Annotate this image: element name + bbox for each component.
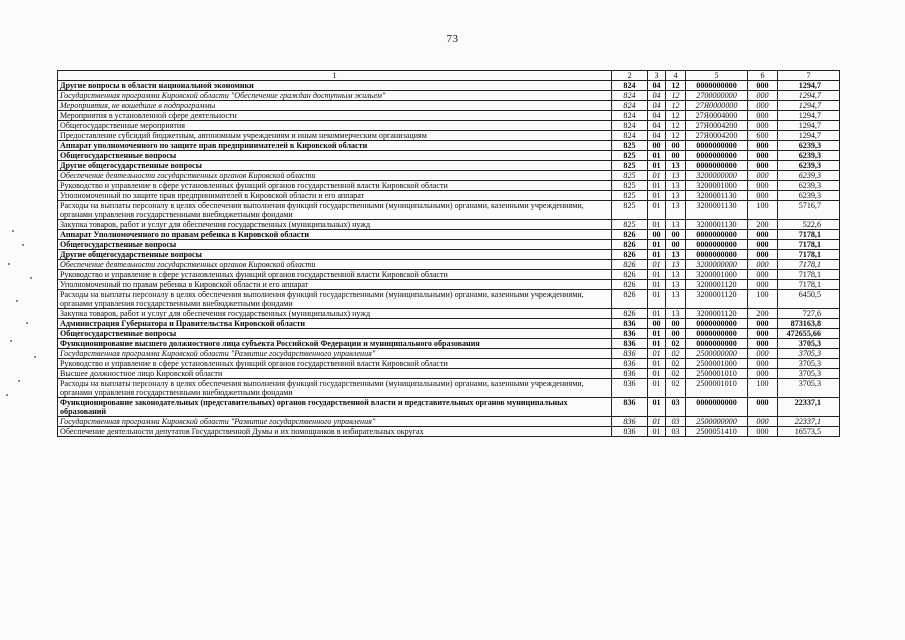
header-cell: 2 [612,71,648,81]
row-name-cell: Руководство и управление в сфере установленных функций органов государственной власти Кировской области [58,181,612,191]
row-name-cell: Уполномоченный по защите прав предпринимателей в Кировской области и его аппарат [58,191,612,201]
code-section-cell: 04 [648,131,666,141]
code-section-cell: 01 [648,181,666,191]
code-expense-type-cell: 000 [748,359,778,369]
table-row [58,151,840,161]
code-expense-type-cell: 000 [748,230,778,240]
code-chapter-cell: 826 [612,270,648,280]
amount-cell: 3705,3 [778,369,840,379]
code-chapter-cell: 824 [612,101,648,111]
amount-cell: 5716,7 [778,201,840,220]
code-chapter-cell: 836 [612,329,648,339]
row-name-cell: Обеспечение деятельности государственных органов Кировской области [58,171,612,181]
code-subsection-cell: 13 [666,290,686,309]
amount-cell: 7178,1 [778,270,840,280]
amount-cell: 3705,3 [778,359,840,369]
code-section-cell: 01 [648,220,666,230]
amount-cell: 3705,3 [778,339,840,349]
code-expense-type-cell: 000 [748,191,778,201]
code-expense-type-cell: 000 [748,270,778,280]
table-row [58,250,840,260]
code-subsection-cell: 13 [666,191,686,201]
row-name-cell: Уполномоченный по правам ребенка в Кировской области и его аппарат [58,280,612,290]
row-name-cell: Закупка товаров, работ и услуг для обеспечения государственных (муниципальных) нужд [58,220,612,230]
amount-cell: 22337,1 [778,398,840,417]
code-subsection-cell: 13 [666,161,686,171]
code-subsection-cell: 13 [666,171,686,181]
code-expense-type-cell: 000 [748,417,778,427]
code-chapter-cell: 836 [612,417,648,427]
table-row [58,319,840,329]
row-name-cell: Обеспечение деятельности государственных органов Кировской области [58,260,612,270]
code-section-cell: 01 [648,191,666,201]
code-target-article-cell: 3200000000 [686,171,748,181]
table-row [58,121,840,131]
amount-cell: 6450,5 [778,290,840,309]
code-section-cell: 01 [648,427,666,437]
code-chapter-cell: 824 [612,81,648,91]
scan-artifacts [0,230,55,400]
code-expense-type-cell: 200 [748,220,778,230]
table-row [58,309,840,319]
code-subsection-cell: 00 [666,151,686,161]
row-name-cell: Общегосударственные мероприятия [58,121,612,131]
code-section-cell: 00 [648,230,666,240]
code-chapter-cell: 825 [612,201,648,220]
code-target-article-cell: 27Я0004200 [686,121,748,131]
code-section-cell: 01 [648,359,666,369]
amount-cell: 1294,7 [778,131,840,141]
code-subsection-cell: 12 [666,121,686,131]
code-section-cell: 01 [648,369,666,379]
code-subsection-cell: 13 [666,270,686,280]
code-subsection-cell: 02 [666,339,686,349]
table-row [58,220,840,230]
amount-cell: 3705,3 [778,379,840,398]
code-section-cell: 04 [648,81,666,91]
code-expense-type-cell: 000 [748,349,778,359]
row-name-cell: Функционирование законодательных (представительных) органов государственной власти и представительных органов муниципальных образований [58,398,612,417]
table-row [58,191,840,201]
row-name-cell: Аппарат уполномоченного по защите прав предпринимателей в Кировской области [58,141,612,151]
code-subsection-cell: 00 [666,240,686,250]
code-target-article-cell: 3200001120 [686,280,748,290]
code-chapter-cell: 825 [612,151,648,161]
amount-cell: 1294,7 [778,111,840,121]
header-cell: 6 [748,71,778,81]
amount-cell: 6239,3 [778,161,840,171]
page-number: 73 [446,33,459,45]
row-name-cell: Мероприятия в установленной сфере деятельности [58,111,612,121]
code-expense-type-cell: 100 [748,201,778,220]
row-name-cell: Предоставление субсидий бюджетным, автономным учреждениям и иным некоммерческим организациям [58,131,612,141]
code-chapter-cell: 836 [612,319,648,329]
code-subsection-cell: 03 [666,417,686,427]
table-row [58,379,840,398]
amount-cell: 7178,1 [778,280,840,290]
code-chapter-cell: 826 [612,280,648,290]
amount-cell: 6239,3 [778,181,840,191]
code-subsection-cell: 13 [666,260,686,270]
code-target-article-cell: 0000000000 [686,319,748,329]
code-section-cell: 00 [648,141,666,151]
code-target-article-cell: 0000000000 [686,151,748,161]
code-expense-type-cell: 000 [748,161,778,171]
code-chapter-cell: 836 [612,369,648,379]
code-chapter-cell: 826 [612,250,648,260]
row-name-cell: Мероприятия, не вошедшие в подпрограммы [58,101,612,111]
code-expense-type-cell: 000 [748,171,778,181]
code-target-article-cell: 3200001130 [686,191,748,201]
code-target-article-cell: 2500001010 [686,369,748,379]
code-target-article-cell: 3200001000 [686,181,748,191]
code-chapter-cell: 824 [612,131,648,141]
code-target-article-cell: 27Я0004000 [686,111,748,121]
code-target-article-cell: 2500051410 [686,427,748,437]
code-subsection-cell: 13 [666,220,686,230]
row-name-cell: Общегосударственные вопросы [58,151,612,161]
code-subsection-cell: 13 [666,280,686,290]
code-expense-type-cell: 000 [748,329,778,339]
table-row [58,240,840,250]
code-target-article-cell: 2500001000 [686,359,748,369]
code-expense-type-cell: 200 [748,309,778,319]
code-chapter-cell: 825 [612,191,648,201]
code-subsection-cell: 03 [666,427,686,437]
code-section-cell: 01 [648,290,666,309]
table-row [58,171,840,181]
table-row [58,201,840,220]
code-expense-type-cell: 000 [748,121,778,131]
code-subsection-cell: 03 [666,398,686,417]
header-cell: 7 [778,71,840,81]
amount-cell: 1294,7 [778,81,840,91]
header-cell: 1 [58,71,612,81]
code-expense-type-cell: 600 [748,131,778,141]
code-section-cell: 01 [648,329,666,339]
row-name-cell: Общегосударственные вопросы [58,329,612,339]
row-name-cell: Высшее должностное лицо Кировской области [58,369,612,379]
code-section-cell: 04 [648,121,666,131]
code-expense-type-cell: 000 [748,181,778,191]
code-expense-type-cell: 000 [748,141,778,151]
code-expense-type-cell: 000 [748,151,778,161]
code-subsection-cell: 02 [666,369,686,379]
code-subsection-cell: 12 [666,111,686,121]
row-name-cell: Руководство и управление в сфере установленных функций органов государственной власти Кировской области [58,359,612,369]
code-target-article-cell: 3200001120 [686,290,748,309]
code-section-cell: 00 [648,319,666,329]
row-name-cell: Общегосударственные вопросы [58,240,612,250]
header-cell: 4 [666,71,686,81]
code-target-article-cell: 0000000000 [686,339,748,349]
table-row [58,111,840,121]
code-target-article-cell: 0000000000 [686,81,748,91]
code-chapter-cell: 826 [612,309,648,319]
code-subsection-cell: 00 [666,319,686,329]
amount-cell: 522,6 [778,220,840,230]
code-chapter-cell: 825 [612,161,648,171]
row-name-cell: Функционирование высшего должностного лица субъекта Российской Федерации и муниципального образования [58,339,612,349]
header-cell: 3 [648,71,666,81]
code-target-article-cell: 2500000000 [686,417,748,427]
table-row [58,349,840,359]
table-row [58,161,840,171]
row-name-cell: Другие вопросы в области национальной экономики [58,81,612,91]
code-subsection-cell: 00 [666,329,686,339]
code-target-article-cell: 3200001130 [686,220,748,230]
code-subsection-cell: 00 [666,230,686,240]
code-expense-type-cell: 000 [748,280,778,290]
row-name-cell: Закупка товаров, работ и услуг для обеспечения государственных (муниципальных) нужд [58,309,612,319]
code-subsection-cell: 12 [666,91,686,101]
code-chapter-cell: 836 [612,349,648,359]
amount-cell: 16573,5 [778,427,840,437]
code-subsection-cell: 02 [666,359,686,369]
code-expense-type-cell: 000 [748,240,778,250]
code-section-cell: 01 [648,201,666,220]
code-section-cell: 04 [648,101,666,111]
code-target-article-cell: 0000000000 [686,240,748,250]
table-row [58,417,840,427]
amount-cell: 727,6 [778,309,840,319]
code-chapter-cell: 826 [612,290,648,309]
code-chapter-cell: 825 [612,220,648,230]
code-target-article-cell: 3200001000 [686,270,748,280]
code-subsection-cell: 02 [666,349,686,359]
amount-cell: 7178,1 [778,250,840,260]
code-section-cell: 04 [648,111,666,121]
amount-cell: 6239,3 [778,141,840,151]
code-expense-type-cell: 000 [748,398,778,417]
amount-cell: 1294,7 [778,91,840,101]
code-section-cell: 01 [648,171,666,181]
code-target-article-cell: 0000000000 [686,141,748,151]
code-expense-type-cell: 100 [748,379,778,398]
code-chapter-cell: 836 [612,359,648,369]
code-subsection-cell: 00 [666,141,686,151]
amount-cell: 1294,7 [778,121,840,131]
code-subsection-cell: 12 [666,101,686,111]
code-expense-type-cell: 000 [748,260,778,270]
code-chapter-cell: 824 [612,121,648,131]
table-row [58,369,840,379]
row-name-cell: Другие общегосударственные вопросы [58,161,612,171]
table-row [58,230,840,240]
code-target-article-cell: 0000000000 [686,329,748,339]
amount-cell: 7178,1 [778,240,840,250]
code-subsection-cell: 13 [666,201,686,220]
code-chapter-cell: 836 [612,427,648,437]
row-name-cell: Администрация Губернатора и Правительства Кировской области [58,319,612,329]
code-chapter-cell: 824 [612,111,648,121]
code-subsection-cell: 13 [666,181,686,191]
code-target-article-cell: 3200001130 [686,201,748,220]
table-row [58,260,840,270]
row-name-cell: Руководство и управление в сфере установленных функций органов государственной власти Кировской области [58,270,612,280]
code-subsection-cell: 12 [666,131,686,141]
amount-cell: 873163,8 [778,319,840,329]
amount-cell: 1294,7 [778,101,840,111]
table-row [58,91,840,101]
code-section-cell: 01 [648,379,666,398]
code-expense-type-cell: 000 [748,250,778,260]
row-name-cell: Аппарат Уполномоченного по правам ребенка в Кировской области [58,230,612,240]
code-expense-type-cell: 000 [748,319,778,329]
table-row [58,290,840,309]
code-expense-type-cell: 000 [748,91,778,101]
code-expense-type-cell: 000 [748,101,778,111]
code-section-cell: 01 [648,349,666,359]
row-name-cell: Расходы на выплаты персоналу в целях обеспечения выполнения функций государственными (муниципальными) органами, казенными учреждениями, органами управления государственными внебюджетными фондами [58,201,612,220]
code-section-cell: 01 [648,270,666,280]
amount-cell: 7178,1 [778,230,840,240]
row-name-cell: Государственная программа Кировской области "Развитие государственного управления" [58,417,612,427]
row-name-cell: Государственная программа Кировской области "Развитие государственного управления" [58,349,612,359]
code-target-article-cell: 0000000000 [686,161,748,171]
table-row [58,141,840,151]
header-cell: 5 [686,71,748,81]
code-chapter-cell: 825 [612,171,648,181]
code-chapter-cell: 825 [612,181,648,191]
amount-cell: 6239,3 [778,151,840,161]
row-name-cell: Государственная программа Кировской области "Обеспечение граждан доступным жильем" [58,91,612,101]
code-target-article-cell: 2500000000 [686,349,748,359]
code-target-article-cell: 0000000000 [686,250,748,260]
table-header-row [58,71,840,81]
amount-cell: 22337,1 [778,417,840,427]
code-section-cell: 01 [648,240,666,250]
code-subsection-cell: 13 [666,250,686,260]
table-row [58,329,840,339]
code-subsection-cell: 02 [666,379,686,398]
code-section-cell: 04 [648,91,666,101]
code-section-cell: 01 [648,250,666,260]
code-expense-type-cell: 000 [748,339,778,349]
amount-cell: 6239,3 [778,191,840,201]
row-name-cell: Обеспечение деятельности депутатов Государственной Думы и их помощников в избирательных округах [58,427,612,437]
table-row [58,101,840,111]
code-subsection-cell: 12 [666,81,686,91]
code-target-article-cell: 3200001120 [686,309,748,319]
amount-cell: 472655,66 [778,329,840,339]
code-chapter-cell: 824 [612,91,648,101]
code-chapter-cell: 826 [612,260,648,270]
table-row [58,280,840,290]
code-target-article-cell: 2700000000 [686,91,748,101]
code-section-cell: 01 [648,417,666,427]
code-section-cell: 01 [648,260,666,270]
code-chapter-cell: 825 [612,141,648,151]
code-target-article-cell: 27Я0004200 [686,131,748,141]
table-row [58,359,840,369]
budget-table [57,70,840,437]
code-target-article-cell: 0000000000 [686,398,748,417]
row-name-cell: Расходы на выплаты персоналу в целях обеспечения выполнения функций государственными (муниципальными) органами, казенными учреждениями, органами управления государственными внебюджетными фондами [58,290,612,309]
code-section-cell: 01 [648,309,666,319]
table-row [58,427,840,437]
amount-cell: 3705,3 [778,349,840,359]
code-section-cell: 01 [648,339,666,349]
code-target-article-cell: 27Я0000000 [686,101,748,111]
code-section-cell: 01 [648,398,666,417]
code-subsection-cell: 13 [666,309,686,319]
code-target-article-cell: 0000000000 [686,230,748,240]
table-row [58,131,840,141]
code-expense-type-cell: 000 [748,427,778,437]
code-target-article-cell: 2500001010 [686,379,748,398]
code-target-article-cell: 3200000000 [686,260,748,270]
code-chapter-cell: 836 [612,339,648,349]
table-row [58,339,840,349]
table-row [58,81,840,91]
code-chapter-cell: 826 [612,230,648,240]
table-row [58,181,840,191]
row-name-cell: Другие общегосударственные вопросы [58,250,612,260]
code-chapter-cell: 826 [612,240,648,250]
table-row [58,398,840,417]
code-expense-type-cell: 000 [748,81,778,91]
code-expense-type-cell: 000 [748,111,778,121]
amount-cell: 6239,3 [778,171,840,181]
code-expense-type-cell: 000 [748,369,778,379]
code-section-cell: 01 [648,161,666,171]
amount-cell: 7178,1 [778,260,840,270]
row-name-cell: Расходы на выплаты персоналу в целях обеспечения выполнения функций государственными (муниципальными) органами, казенными учреждениями, органами управления государственными внебюджетными фондами [58,379,612,398]
code-expense-type-cell: 100 [748,290,778,309]
code-section-cell: 01 [648,280,666,290]
code-chapter-cell: 836 [612,379,648,398]
code-section-cell: 01 [648,151,666,161]
code-chapter-cell: 836 [612,398,648,417]
table-row [58,270,840,280]
